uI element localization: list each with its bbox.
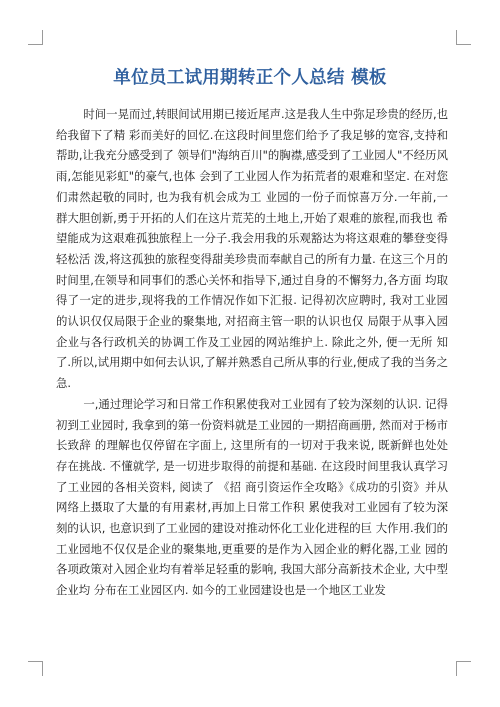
crop-mark-bottom-right: [456, 661, 471, 676]
document-title: 单位员工试用期转正个人总结 模板: [113, 68, 387, 88]
crop-mark-top-left: [28, 30, 43, 45]
crop-mark-top-right: [456, 30, 471, 45]
document-body: [56, 104, 448, 601]
paragraph-section-one: 一,通过理论学习和日常工作积累使我对工业园有了较为深刻的认识. 记得初到工业园时, 我拿到的第一份资料就是工业园的一期招商画册, 然而对于杨市长致辞 的理解也仅停留在字面上, 这里所有的一切对于我来说, 既新鲜也处处存在挑战. 不懂就学, 是一切进步取得的前提和基础. 在这段时间里我认真学习了工业园的各相关资料, 阅读了 《招 商引资运作全攻略》《成功的引资》并从网络上摄取了大量的有用素材,再加上日常工作积 累使我对工业园有了较为深刻的认识, 也意识到了工业园的建设对推动怀化工业化进程的巨 大作用.我们的工业园地不仅仅是企业的聚集地,更重要的是作为入园企业的孵化器,工业 园的各项政策对入园企业均有着举足轻重的影响, 我国大部分高新技术企业, 大中型企业均 分布在工业园区内. 如今的工业园建设也是一个地区工业发: [56, 396, 448, 598]
paragraph-intro: 时间一晃而过,转眼间试用期已接近尾声.这是我人生中弥足珍贵的经历,也给我留下了精 彩而美好的回忆.在这段时间里您们给予了我足够的宽容,支持和帮助,让我充分感受到了 领导们"海纳百川"的胸襟,感受到了工业园人"不经历风雨,怎能见彩虹"的豪气,也体 会到了工业园人作为拓荒者的艰难和坚定. 在对您们肃然起敬的同时, 也为我有机会成为工 业园的一份子而惊喜万分.一年前,一群大胆创新,勇于开拓的人们在这片荒芜的土地上,开始了艰难的旅程,而我也 希望能成为这艰难孤独旅程上一分子.我会用我的乐观豁达为将这艰难的攀登变得轻松活 泼,将这孤独的旅程变得甜美珍贵而奉献自己的所有力量. 在这三个月的时间里,在领导和同事们的悉心关怀和指导下,通过自身的不懈努力,各方面 均取得了一定的进步,现将我的工作情况作如下汇报. 记得初次应聘时, 我对工业园的认识仅仅局限于企业的聚集地, 对招商主管一职的认识也仅 局限于从事入园企业与各行政机关的协调工作及工业园的网站维护上. 除此之外, 便一无所 知了.所以,试用期中如何去认识,了解并熟悉自己所从事的行业,便成了我的当务之急.: [56, 107, 448, 391]
crop-mark-bottom-left: [28, 661, 43, 676]
